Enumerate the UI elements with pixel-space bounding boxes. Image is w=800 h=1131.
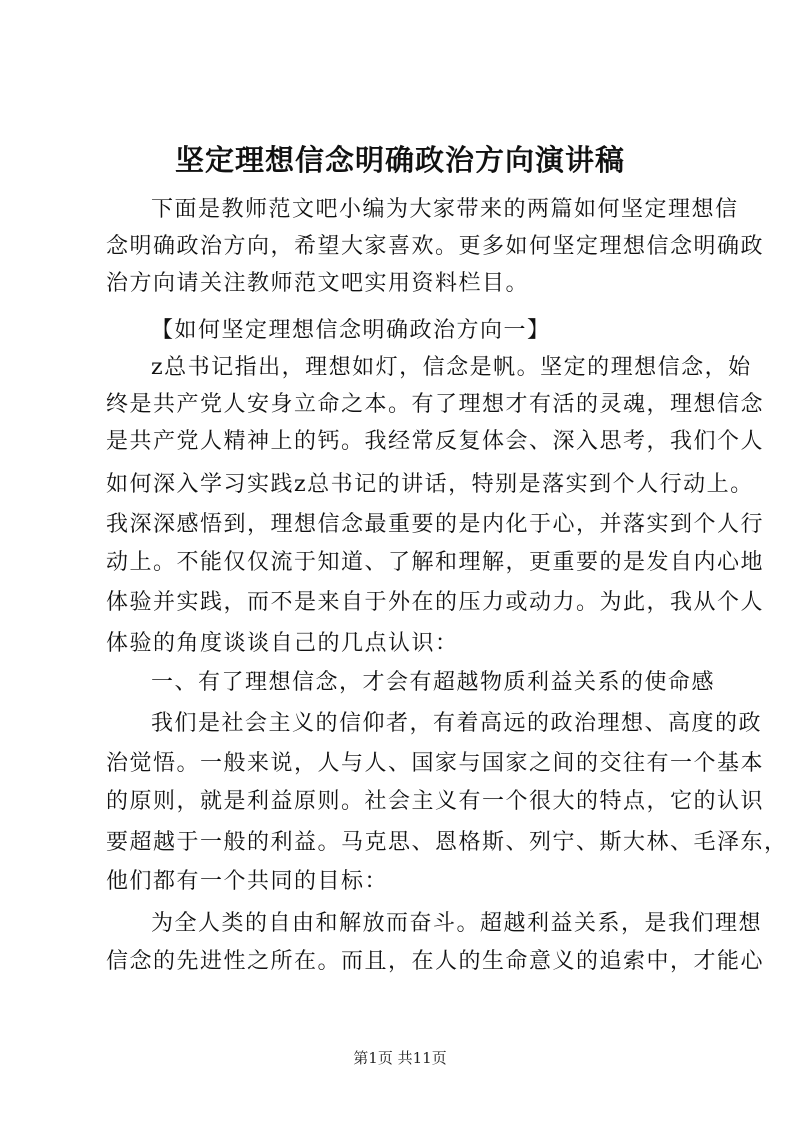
paragraph-line: 终是共产党人安身立命之本。有了理想才有活的灵魂，理想信念 [106, 392, 765, 417]
paragraph-line: 动上。不能仅仅流于知道、了解和理解，更重要的是发自内心地 [106, 550, 765, 575]
paragraph-line: 他们都有一个共同的目标： [106, 869, 389, 894]
subsection-heading: 一、有了理想信念，才会有超越物质利益关系的使命感 [151, 670, 716, 695]
paragraph-line: 我深深感悟到，理想信念最重要的是内化于心，并落实到个人行 [106, 512, 765, 537]
paragraph-line: 体验的角度谈谈自己的几点认识： [106, 631, 459, 656]
paragraph-line: 的原则，就是利益原则。社会主义有一个很大的特点，它的认识 [106, 789, 765, 814]
paragraph-line: 念明确政治方向，希望大家喜欢。更多如何坚定理想信念明确政 [106, 234, 765, 259]
paragraph-line: 治方向请关注教师范文吧实用资料栏目。 [106, 271, 530, 296]
paragraph-line: 体验并实践，而不是来自于外在的压力或动力。为此，我从个人 [106, 590, 765, 615]
page-number-footer: 第1页 共11页 [353, 1049, 447, 1067]
section-heading: 【如何坚定理想信念明确政治方向一】 [151, 318, 551, 343]
paragraph-line: 信念的先进性之所在。而且，在人的生命意义的追索中，才能心 [106, 949, 765, 974]
paragraph-line: 如何深入学习实践z总书记的讲话，特别是落实到个人行动上。 [106, 472, 754, 497]
paragraph-line: 为全人类的自由和解放而奋斗。超越利益关系，是我们理想 [151, 911, 763, 936]
paragraph-line: 下面是教师范文吧小编为大家带来的两篇如何坚定理想信 [151, 197, 739, 222]
paragraph-line: 要超越于一般的利益。马克思、恩格斯、列宁、斯大林、毛泽东， [106, 830, 788, 855]
paragraph-line: 是共产党人精神上的钙。我经常反复体会、深入思考，我们个人 [106, 429, 765, 454]
page-title: 坚定理想信念明确政治方向演讲稿 [174, 143, 625, 177]
paragraph-line: 我们是社会主义的信仰者，有着高远的政治理想、高度的政 [151, 711, 763, 736]
paragraph-line: 治觉悟。一般来说，人与人、国家与国家之间的交往有一个基本 [106, 751, 765, 776]
paragraph-line: z总书记指出，理想如灯，信念是帆。坚定的理想信念，始 [151, 355, 752, 380]
